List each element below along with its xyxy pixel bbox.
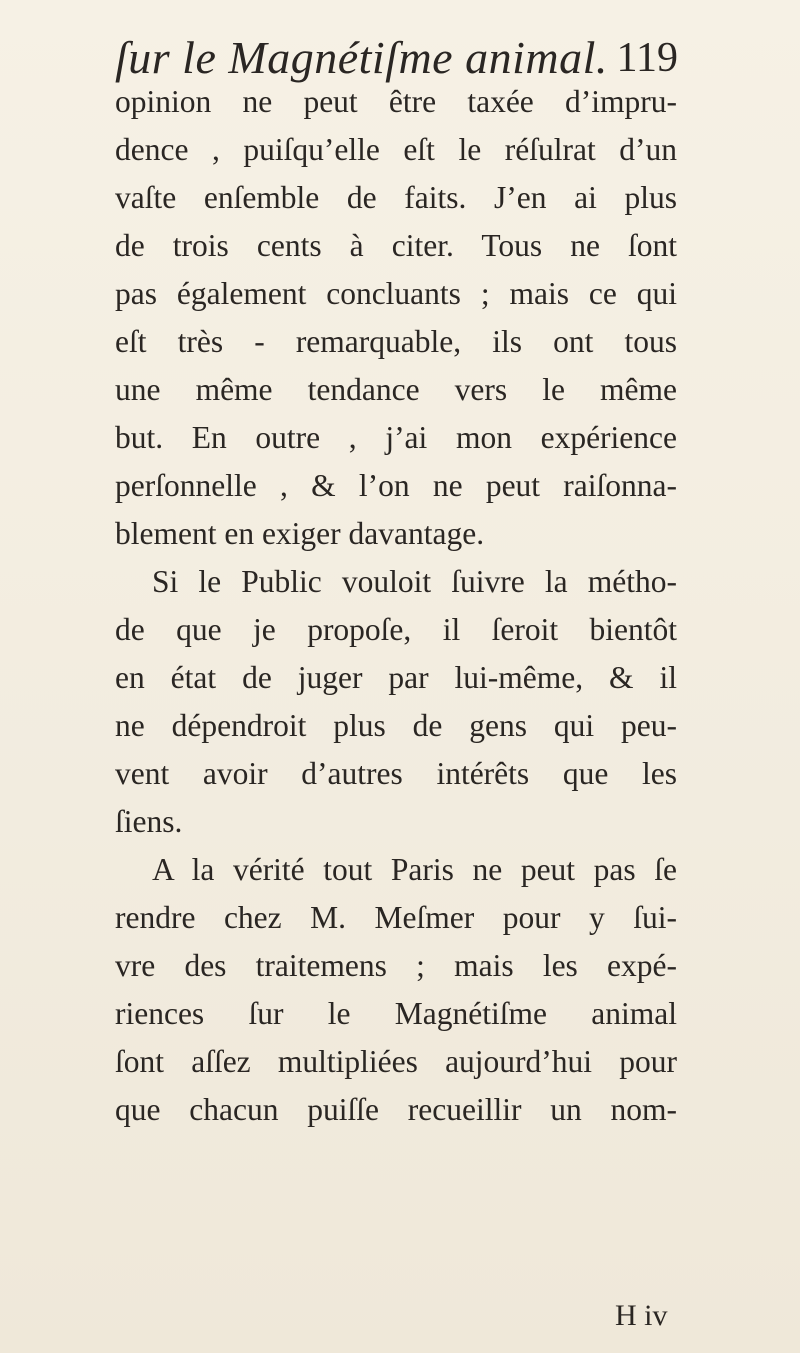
text-line: vaſte enſemble de faits. J’en ai plus [115,180,677,215]
text-line: rendre chez M. Meſmer pour y ſui- [115,900,677,935]
text-line: opinion ne peut être taxée d’impru- [115,84,677,119]
text-line: en état de juger par lui-même, & il [115,660,677,695]
signature-mark: H iv [615,1299,668,1332]
paragraph-end-line: blement en exiger davantage. [115,516,485,551]
text-line: de que je propoſe, il ſeroit bientôt [115,612,677,647]
text-line: de trois cents à citer. Tous ne ſont [115,228,677,263]
text-line: vre des traitemens ; mais les expé- [115,948,677,983]
text-line: vent avoir d’autres intérêts que les [115,756,677,791]
text-line: perſonnelle , & l’on ne peut raiſonna- [115,468,677,503]
text-line: une même tendance vers le même [115,372,677,407]
paragraph-start-line: A la vérité tout Paris ne peut pas ſe [152,852,677,887]
text-line: pas également concluants ; mais ce qui [115,276,677,311]
text-line: but. En outre , j’ai mon expérience [115,420,677,455]
text-line: eſt très - remarquable, ils ont tous [115,324,677,359]
text-line: que chacun puiſſe recueillir un nom- [115,1092,677,1127]
paragraph-start-line: Si le Public vouloit ſuivre la métho- [152,564,677,599]
running-title: ſur le Magnétiſme animal. [115,32,608,83]
text-line: ne dépendroit plus de gens qui peu- [115,708,677,743]
paragraph-end-line: ſiens. [115,804,183,839]
text-line: dence , puiſqu’elle eſt le réſulrat d’un [115,132,677,167]
text-line: riences ſur le Magnétiſme animal [115,996,677,1031]
page-number: 119 [616,35,678,81]
body-text [115,78,677,1134]
text-line: ſont aſſez multipliées aujourd’hui pour [115,1044,677,1079]
